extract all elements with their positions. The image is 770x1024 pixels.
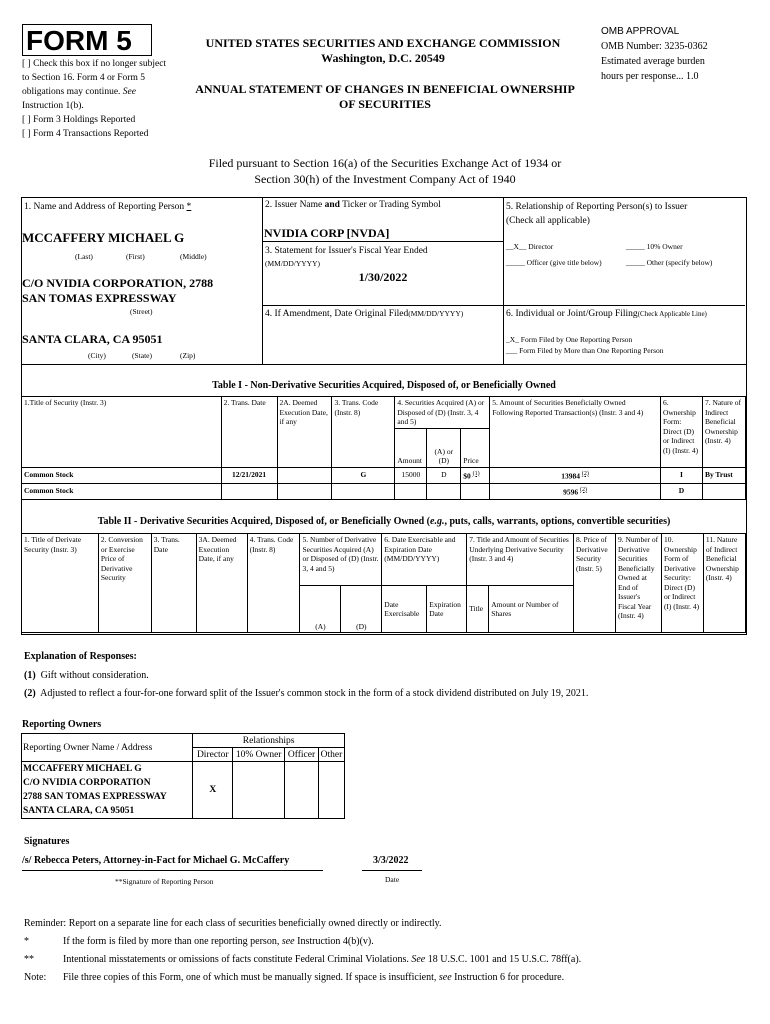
table2-title: Table II - Derivative Securities Acquired, Disposed of, or Beneficially Owned (e.g., puts, calls, warrants, options, convertible securities) — [97, 516, 671, 527]
reminder: Reminder: Report on a separate line for each class of securities beneficially owned directly or indirectly. — [24, 918, 442, 929]
filing-option-one: _X_ Form Filed by One Reporting Person — [506, 335, 633, 344]
footnote-mark: Note: — [24, 972, 47, 983]
footnote-link[interactable]: (2) — [581, 470, 589, 477]
footnote-text: File three copies of this Form, one of which must be manually signed. If space is insufficient, see Instruction 6 for procedure. — [63, 972, 565, 983]
footnote-link[interactable]: (2) — [580, 486, 588, 493]
box1-label: 1. Name and Address of Reporting Person * — [24, 202, 192, 212]
reporting-owners-title: Reporting Owners — [22, 719, 102, 730]
reporting-person-city: SANTA CLARA, CA 95051 — [22, 332, 163, 346]
statement-title-1: ANNUAL STATEMENT OF CHANGES IN BENEFICIAL OWNERSHIP — [195, 82, 575, 96]
agency-name: UNITED STATES SECURITIES AND EXCHANGE COMMISSION — [205, 36, 561, 50]
date-label: Date — [385, 875, 400, 884]
box5-label: 5. Relationship of Reporting Person(s) to Issuer (Check all applicable) — [506, 202, 688, 226]
table1: 1.Title of Security (Instr. 3) 2. Trans. Date 2A. Deemed Execution Date, if any 3. Trans. Code (Instr. 8) 4. Securities Acquired (A) or Disposed of (D) (Instr. 3, 4 and 5) 5. Amount of Securities Beneficially Owned Following Reported Transaction(s) (Instr. 3 and 4) 6. Ownership Form: Direct (D) or Indirect (I) (Instr. 4) 7. Nature of Indirect Beneficial Ownership (Instr. 4) Amount (A) or (D) Price Common Stock 12/21/2021 G 15000 D $0 $^{(1)}$ 13984 $^{(2)}$ I By Trust Common Stock 9596 $^{(2)}$ D — [21, 396, 746, 500]
table-row: Common Stock 9596 $^{(2)}$ D — [22, 483, 746, 499]
explanation-item: (2) Adjusted to reflect a four-for-one forward split of the Issuer's common stock in the form of a stock dividend distributed on July 19, 2021. — [24, 688, 589, 699]
issuer-name: NVIDIA CORP [NVDA] — [264, 226, 390, 240]
footnote-link[interactable]: (1) — [472, 470, 480, 477]
box6-label: 6. Individual or Joint/Group Filing(Check Applicable Line) — [506, 309, 707, 319]
form-title: FORM 5 — [26, 25, 132, 56]
relationship-director: __X__ Director — [506, 242, 554, 251]
box2-label: 2. Issuer Name and Ticker or Trading Symbol — [265, 200, 441, 210]
signature-label: **Signature of Reporting Person — [115, 877, 214, 886]
explanation-item: (1) Gift without consideration. — [24, 670, 149, 681]
table-row: Common Stock 12/21/2021 G 15000 D $0 $^{(1)}$ 13984 $^{(2)}$ I By Trust — [22, 467, 746, 483]
footnote-text: Intentional misstatements or omissions of facts constitute Federal Criminal Violations. See 18 U.S.C. 1001 and 15 U.S.C. 78ff(a). — [63, 954, 582, 965]
reporting-owners-table: Reporting Owner Name / Address Relationships Director 10% Owner Officer Other MCCAFFERY MICHAEL G C/O NVIDIA CORPORATION 2788 SAN TOMAS EXPRESSWAY SANTA CLARA, CA 95051 X — [21, 733, 345, 819]
table2: 1. Title of Derivate Security (Instr. 3) 2. Conversion or Exercise Price of Derivative Security 3. Trans. Date 3A. Deemed Execution Date, if any 4. Trans. Code (Instr. 8) 5. Number of Derivative Securities Acquired (A) or Disposed of (D) (Instr. 3, 4 and 5) 6. Date Exercisable and Expiration Date (MM/DD/YYYY) 7. Title and Amount of Securities Underlying Derivative Security (Instr. 3 and 4) 8. Price of Derivative Security (Instr. 5) 9. Number of Derivative Securities Beneficially Owned at End of Issuer's Fiscal Year (Instr. 4) 10. Ownership Form of Derivative Security: Direct (D) or Indirect (I) (Instr. 4) 11. Nature of Indirect Beneficial Ownership (Instr. 4) (A) (D) Date Exercisable Expiration Date Title Amount or Number of Shares — [21, 533, 746, 633]
form-checkboxes: [ ] Check this box if no longer subject to Section 16. Form 4 or Form 5 obligations may continue. See Instruction 1(b). [ ] Form 3 Holdings Reported [ ] Form 4 Transactions Reported — [22, 59, 167, 139]
table-row: MCCAFFERY MICHAEL G C/O NVIDIA CORPORATION 2788 SAN TOMAS EXPRESSWAY SANTA CLARA, CA 95051 X — [22, 762, 345, 819]
relationship-other: _____ Other (specify below) — [626, 258, 713, 267]
agency-city: Washington, D.C. 20549 — [321, 51, 445, 65]
signatures-title: Signatures — [24, 836, 70, 847]
filing-option-multiple: ___ Form Filed by More than One Reporting Person — [506, 346, 664, 355]
footnote-text: If the form is filed by more than one reporting person, see Instruction 4(b)(v). — [63, 936, 374, 947]
reporting-person-name: MCCAFFERY MICHAEL G — [22, 230, 185, 245]
relationship-ten-pct: _____ 10% Owner — [626, 242, 683, 251]
footnote-mark: * — [24, 936, 29, 947]
reporting-person-street: C/O NVIDIA CORPORATION, 2788 SAN TOMAS EXPRESSWAY — [22, 276, 214, 305]
signer-name: /s/ Rebecca Peters, Attorney-in-Fact for Michael G. McCaffery — [22, 855, 290, 866]
check-box-text: [ ] Check this box if no longer subject to Section 16. Form 4 or Form 5 obligations may continue. — [22, 59, 167, 97]
footnote-mark: ** — [24, 954, 34, 965]
statement-title-2: OF SECURITIES — [339, 97, 431, 111]
filed-pursuant: Filed pursuant to Section 16(a) of the Securities Exchange Act of 1934 or Section 30(h) of the Investment Company Act of 1940 — [208, 156, 562, 186]
box4-label: 4. If Amendment, Date Original Filed(MM/DD/YYYY) — [265, 309, 464, 319]
omb-approval: OMB APPROVAL OMB Number: 3235-0362 Estimated average burden hours per response... 1.0 — [601, 26, 708, 82]
explanation-title: Explanation of Responses: — [24, 651, 137, 662]
signature-date: 3/3/2022 — [373, 855, 409, 866]
form3-holdings: [ ] Form 3 Holdings Reported — [22, 115, 136, 125]
fiscal-year-end: 1/30/2022 — [358, 270, 408, 284]
form4-transactions: [ ] Form 4 Transactions Reported — [22, 129, 149, 139]
relationship-officer: _____ Officer (give title below) — [506, 258, 602, 267]
table1-title: Table I - Non-Derivative Securities Acquired, Disposed of, or Beneficially Owned — [212, 380, 556, 391]
